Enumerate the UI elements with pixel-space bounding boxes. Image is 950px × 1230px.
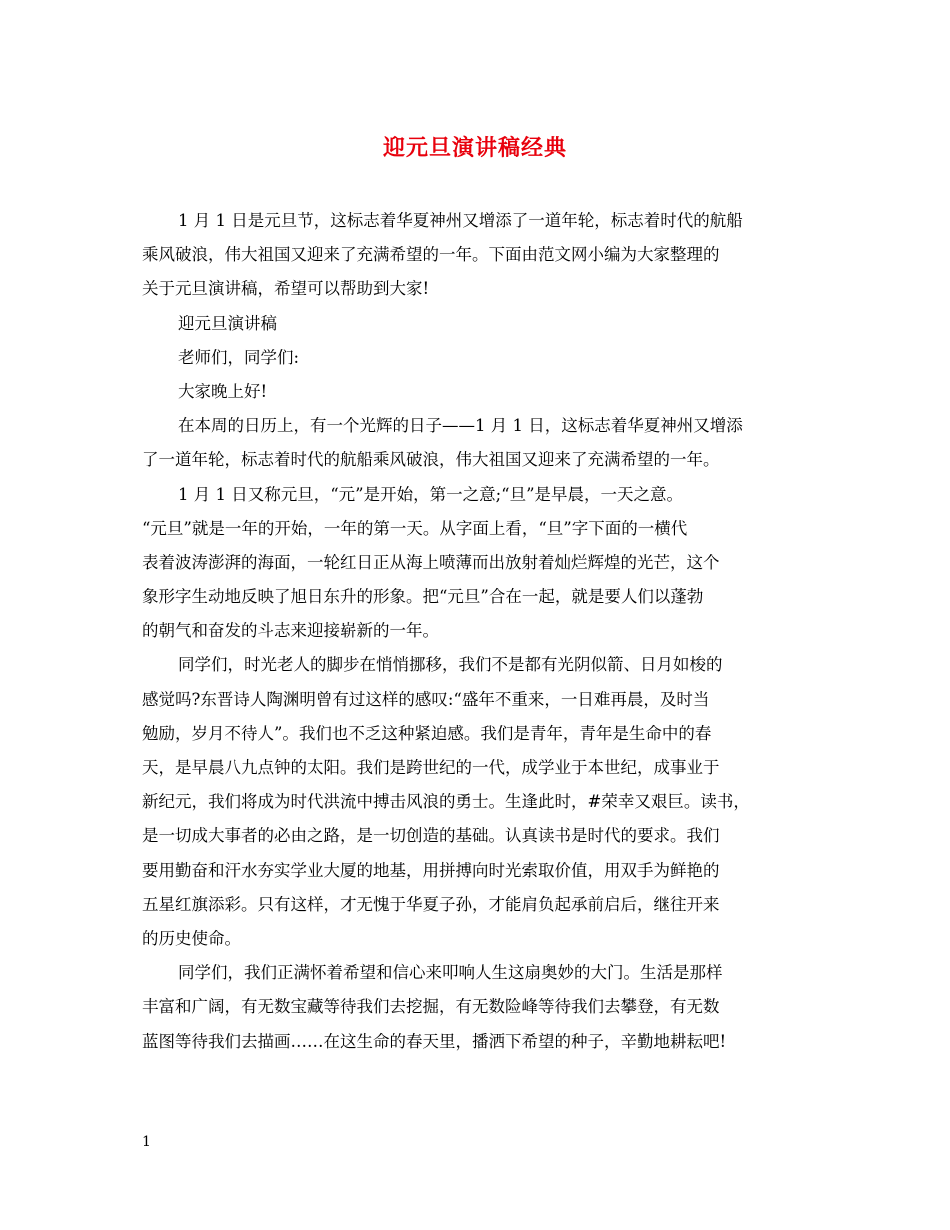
document-body [142, 204, 812, 1059]
text-line: 大家晚上好! [178, 381, 268, 401]
text-line: 象形字生动地反映了旭日东升的形象。把“元旦”合在一起，就是要人们以蓬勃 [142, 587, 704, 607]
text-line: “元旦”就是一年的开始，一年的第一天。从字面上看，“旦”字下面的一横代 [142, 518, 688, 538]
text-line: 蓝图等待我们去描画……在这生命的春天里，播洒下希望的种子，辛勤地耕耘吧! [142, 1031, 727, 1051]
text-line: 关于元旦演讲稿，希望可以帮助到大家! [142, 279, 430, 299]
text-line: 天，是早晨八九点钟的太阳。我们是跨世纪的一代，成学业于本世纪，成事业于 [142, 758, 720, 777]
text-line: 乘风破浪，伟大祖国又迎来了充满希望的一年。下面由范文网小编为大家整理的 [142, 245, 720, 265]
text-line: 的朝气和奋发的斗志来迎接崭新的一年。 [142, 621, 439, 641]
text-line: 的历史使命。 [142, 928, 241, 948]
text-line: 同学们，时光老人的脚步在悄悄挪移，我们不是都有光阴似箭、日月如梭的 [178, 655, 723, 675]
document-title: 迎元旦演讲稿经典 [382, 135, 567, 161]
text-line: 表着波涛澎湃的海面，一轮红日正从海上喷薄而出放射着灿烂辉煌的光芒，这个 [142, 552, 720, 572]
text-line: 在本周的日历上，有一个光辉的日子——1 月 1 日，这标志着华夏神州又增添 [178, 416, 743, 436]
page-number: 1 [142, 1134, 151, 1150]
text-line: 勉励，岁月不待人”。我们也不乏这种紧迫感。我们是青年，青年是生命中的春 [142, 723, 712, 743]
text-line: 丰富和广阔，有无数宝藏等待我们去挖掘，有无数险峰等待我们去攀登，有无数 [142, 997, 720, 1017]
text-line: 了一道年轮，标志着时代的航船乘风破浪，伟大祖国又迎来了充满希望的一年。 [142, 450, 720, 470]
text-line: 新纪元，我们将成为时代洪流中搏击风浪的勇士。生逢此时，#荣幸又艰巨。读书， [142, 792, 750, 812]
text-line: 感觉吗?东晋诗人陶渊明曾有过这样的感叹:“盛年不重来，一日难再晨，及时当 [142, 689, 710, 709]
text-line: 迎元旦演讲稿 [178, 313, 277, 333]
text-line: 1 月 1 日是元旦节，这标志着华夏神州又增添了一道年轮，标志着时代的航船 [178, 211, 743, 230]
text-line: 五星红旗添彩。只有这样，才无愧于华夏子孙，才能肩负起承前启后，继往开来 [142, 894, 720, 914]
text-line: 是一切成大事者的必由之路，是一切创造的基础。认真读书是时代的要求。我们 [142, 826, 720, 846]
text-line: 1 月 1 日又称元旦，“元”是开始，第一之意;“旦”是早晨，一天之意。 [178, 484, 684, 504]
text-line: 老师们，同学们: [178, 347, 300, 367]
text-line: 要用勤奋和汗水夯实学业大厦的地基，用拼搏向时光索取价值，用双手为鲜艳的 [142, 860, 720, 880]
text-line: 同学们，我们正满怀着希望和信心来叩响人生这扇奥妙的大门。生活是那样 [178, 963, 723, 983]
